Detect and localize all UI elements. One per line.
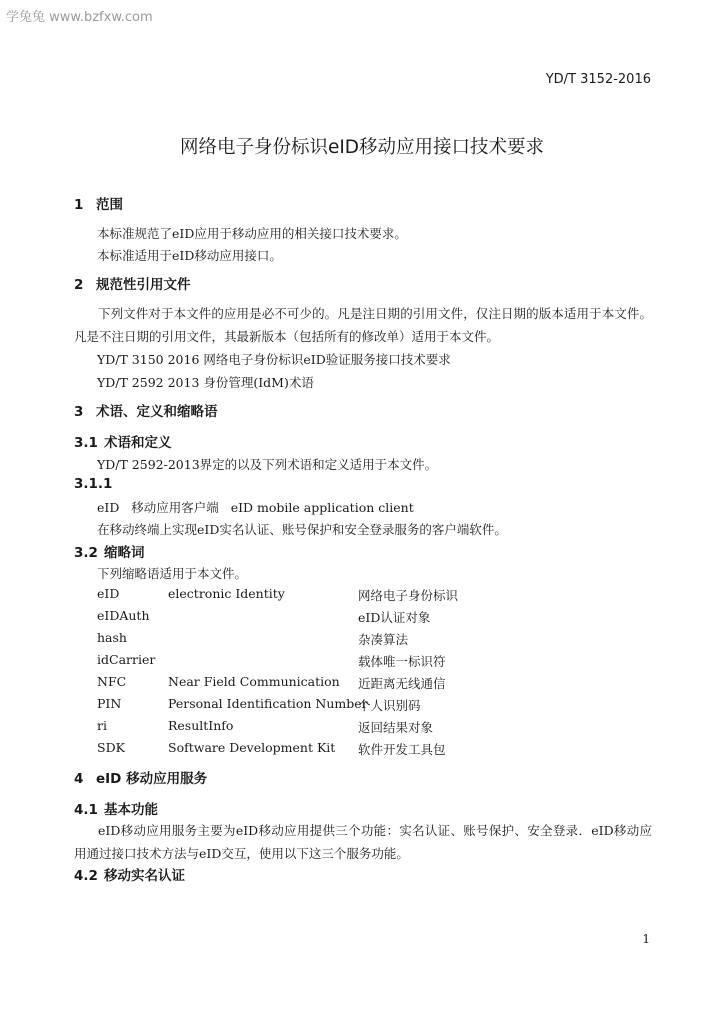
section-3-2-heading xyxy=(74,541,145,561)
section-4-1-heading xyxy=(74,798,158,818)
section-title: 规范性引用文件 xyxy=(96,277,191,293)
section-4-1-paragraph: eID移动应用服务主要为eID移动应用提供三个功能：实名认证、账号保护、安全登录．eID移动应用通过接口技术方法与eID交互，使用以下这三个服务功能。 xyxy=(74,823,652,861)
section-number: 3 xyxy=(74,404,84,420)
abbreviation-term: hash xyxy=(97,630,127,645)
abbreviation-full: Software Development Kit xyxy=(168,740,336,755)
term-line: eID 移动应用客户端 eID mobile application client xyxy=(97,500,414,515)
abbreviation-term: eID xyxy=(97,586,120,601)
abbreviation-chinese: 软件开发工具包 xyxy=(358,742,446,757)
section-number: 4.1 xyxy=(74,802,98,818)
section-1-paragraph-1: 本标准规范了eID应用于移动应用的相关接口技术要求。 xyxy=(97,226,407,241)
watermark: 学兔兔 www.bzfxw.com xyxy=(6,10,153,25)
section-title: 范围 xyxy=(96,197,123,213)
document-code: YD/T 3152-2016 xyxy=(545,72,651,87)
section-title: 术语、定义和缩略语 xyxy=(96,404,218,420)
section-3-1-heading xyxy=(74,431,172,451)
abbreviation-full: Personal Identification Number xyxy=(168,696,368,711)
abbreviation-term: eIDAuth xyxy=(97,608,150,623)
document-title: 网络电子身份标识eID移动应用接口技术要求 xyxy=(179,137,545,158)
section-4-2-heading xyxy=(74,864,185,884)
abbreviation-term: SDK xyxy=(97,740,125,755)
section-2-paragraph: 下列文件对于本文件的应用是必不可少的。凡是注日期的引用文件，仅注日期的版本适用于本文件。凡是不注日期的引用文件，其最新版本（包括所有的修改单）适用于本文件。 xyxy=(74,306,652,344)
abbreviation-term: PIN xyxy=(97,696,122,711)
section-3-2-text: 下列缩略语适用于本文件。 xyxy=(97,566,248,581)
abbreviation-full: ResultInfo xyxy=(168,718,234,733)
abbreviation-full: Near Field Communication xyxy=(168,674,340,689)
section-1-paragraph-2: 本标准适用于eID移动应用接口。 xyxy=(97,248,282,263)
section-4-heading xyxy=(74,767,207,787)
abbreviation-full: electronic Identity xyxy=(168,586,285,601)
section-3-1-1-number: 3.1.1 xyxy=(74,476,113,492)
normative-reference-1: YD/T 3150 2016 网络电子身份标识eID验证服务接口技术要求 xyxy=(97,352,451,367)
abbreviation-chinese: 杂凑算法 xyxy=(358,632,409,647)
abbreviation-term: NFC xyxy=(97,674,127,689)
section-title: 移动实名认证 xyxy=(104,868,185,884)
abbreviation-term: idCarrier xyxy=(97,652,156,667)
section-3-1-text: YD/T 2592-2013界定的以及下列术语和定义适用于本文件。 xyxy=(97,457,438,472)
section-number: 4.2 xyxy=(74,868,98,884)
normative-reference-2: YD/T 2592 2013 身份管理(IdM)术语 xyxy=(97,375,314,390)
abbreviation-chinese: 近距离无线通信 xyxy=(358,676,446,691)
section-title: eID 移动应用服务 xyxy=(96,771,208,787)
section-title: 术语和定义 xyxy=(104,435,172,451)
section-number: 1 xyxy=(74,197,84,213)
abbreviation-chinese: eID认证对象 xyxy=(358,610,431,625)
section-number: 3.2 xyxy=(74,545,98,561)
abbreviation-chinese: 网络电子身份标识 xyxy=(358,588,459,603)
section-number: 2 xyxy=(74,277,84,293)
abbreviation-term: ri xyxy=(97,718,107,733)
section-number: 4 xyxy=(74,771,84,787)
abbreviation-chinese: 载体唯一标识符 xyxy=(358,654,446,669)
abbreviation-chinese: 个人识别码 xyxy=(358,698,421,713)
term-definition: 在移动终端上实现eID实名认证、账号保护和安全登录服务的客户端软件。 xyxy=(97,522,507,537)
page-number: 1 xyxy=(642,932,650,946)
section-3-heading xyxy=(74,400,218,420)
section-title: 基本功能 xyxy=(104,802,158,818)
section-1-heading xyxy=(74,193,123,213)
section-2-heading xyxy=(74,273,191,293)
section-title: 缩略词 xyxy=(104,545,145,561)
section-number: 3.1 xyxy=(74,435,98,451)
abbreviation-chinese: 返回结果对象 xyxy=(358,720,434,735)
